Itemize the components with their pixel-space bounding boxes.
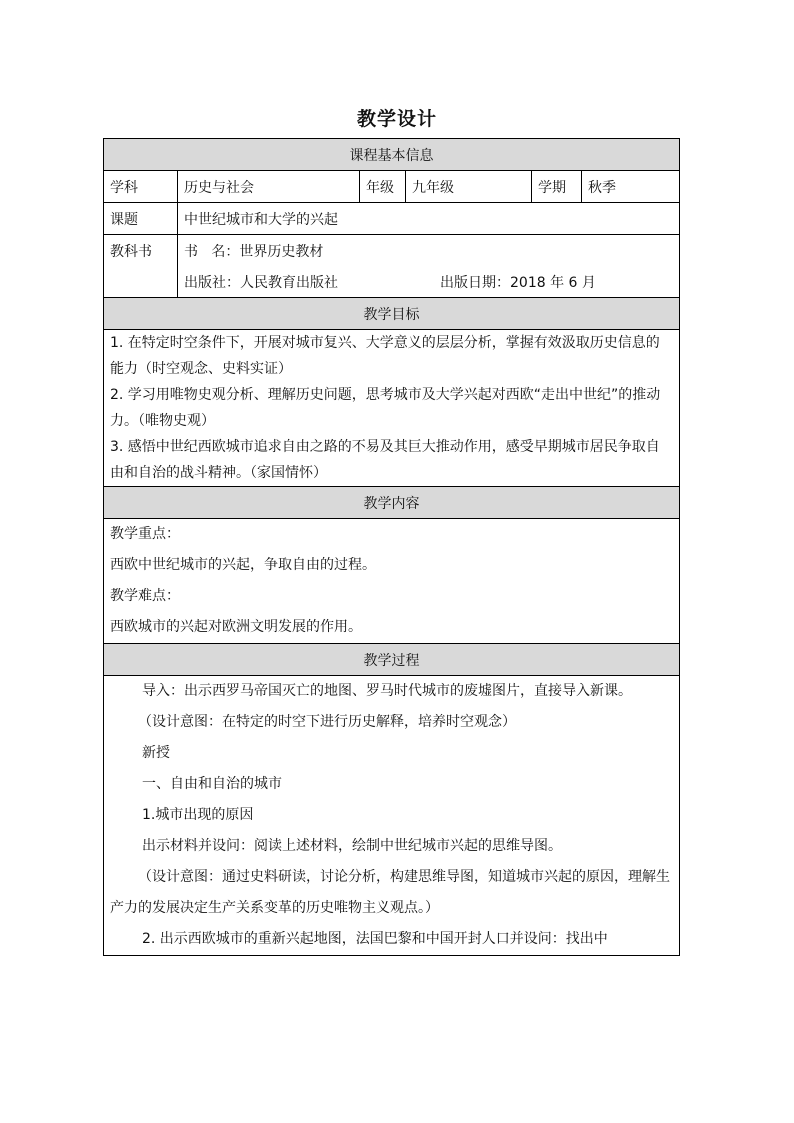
term-label: 学期 (532, 171, 582, 203)
section-header-basic-info: 课程基本信息 (104, 139, 680, 171)
process-paragraph: （设计意图：在特定的时空下进行历史解释，培养时空观念） (138, 714, 516, 730)
teaching-process (104, 676, 680, 956)
section-header-content: 教学内容 (104, 487, 680, 519)
process-paragraph: 导入：出示西罗马帝国灭亡的地图、罗马时代城市的废墟图片，直接导入新课。 (142, 683, 632, 699)
section-header-process: 教学过程 (104, 644, 680, 676)
section-header-goals: 教学目标 (104, 298, 680, 330)
process-paragraph: （设计意图：通过史料研读，讨论分析，构建思维导图，知道城市兴起的原因，理解生产力的发展决定生产关系变革的历史唯物主义观点。） (110, 869, 670, 916)
difficult-point-label: 教学难点： (110, 588, 180, 604)
book-name: 书 名：世界历史教材 (184, 243, 324, 260)
textbook-info (178, 235, 680, 298)
grade-value: 九年级 (406, 171, 532, 203)
publication-date: 出版日期：2018 年 6 月 (440, 274, 596, 291)
subject-label: 学科 (104, 171, 178, 203)
topic-value: 中世纪城市和大学的兴起 (178, 203, 680, 235)
process-paragraph: 2. 出示西欧城市的重新兴起地图，法国巴黎和中国开封人口并设问：找出中 (142, 931, 608, 947)
teaching-content (104, 519, 680, 644)
textbook-label: 教科书 (104, 235, 178, 298)
key-point-value: 西欧中世纪城市的兴起，争取自由的过程。 (110, 557, 376, 573)
process-paragraph: 一、自由和自治的城市 (142, 776, 282, 792)
process-paragraph: 出示材料并设问：阅读上述材料，绘制中世纪城市兴起的思维导图。 (142, 838, 562, 854)
process-paragraph: 1.城市出现的原因 (142, 807, 254, 823)
publisher: 出版社：人民教育出版社 (184, 274, 338, 291)
goal-item-2: 2. 学习用唯物史观分析、理解历史问题，思考城市及大学兴起对西欧“走出中世纪”的推动力。（唯物史观） (110, 387, 661, 429)
key-point-label: 教学重点： (110, 526, 180, 542)
term-value: 秋季 (582, 171, 680, 203)
topic-label: 课题 (104, 203, 178, 235)
subject-value: 历史与社会 (178, 171, 360, 203)
lesson-plan-table (103, 138, 680, 956)
goal-item-1: 1. 在特定时空条件下，开展对城市复兴、大学意义的层层分析，掌握有效汲取历史信息的能力（时空观念、史料实证） (110, 335, 660, 377)
goals-list (104, 330, 680, 487)
process-paragraph: 新授 (142, 745, 170, 761)
difficult-point-value: 西欧城市的兴起对欧洲文明发展的作用。 (110, 619, 362, 635)
grade-label: 年级 (360, 171, 406, 203)
document-title: 教学设计 (356, 108, 437, 130)
goal-item-3: 3. 感悟中世纪西欧城市追求自由之路的不易及其巨大推动作用，感受早期城市居民争取自由和自治的战斗精神。（家国情怀） (110, 439, 660, 481)
